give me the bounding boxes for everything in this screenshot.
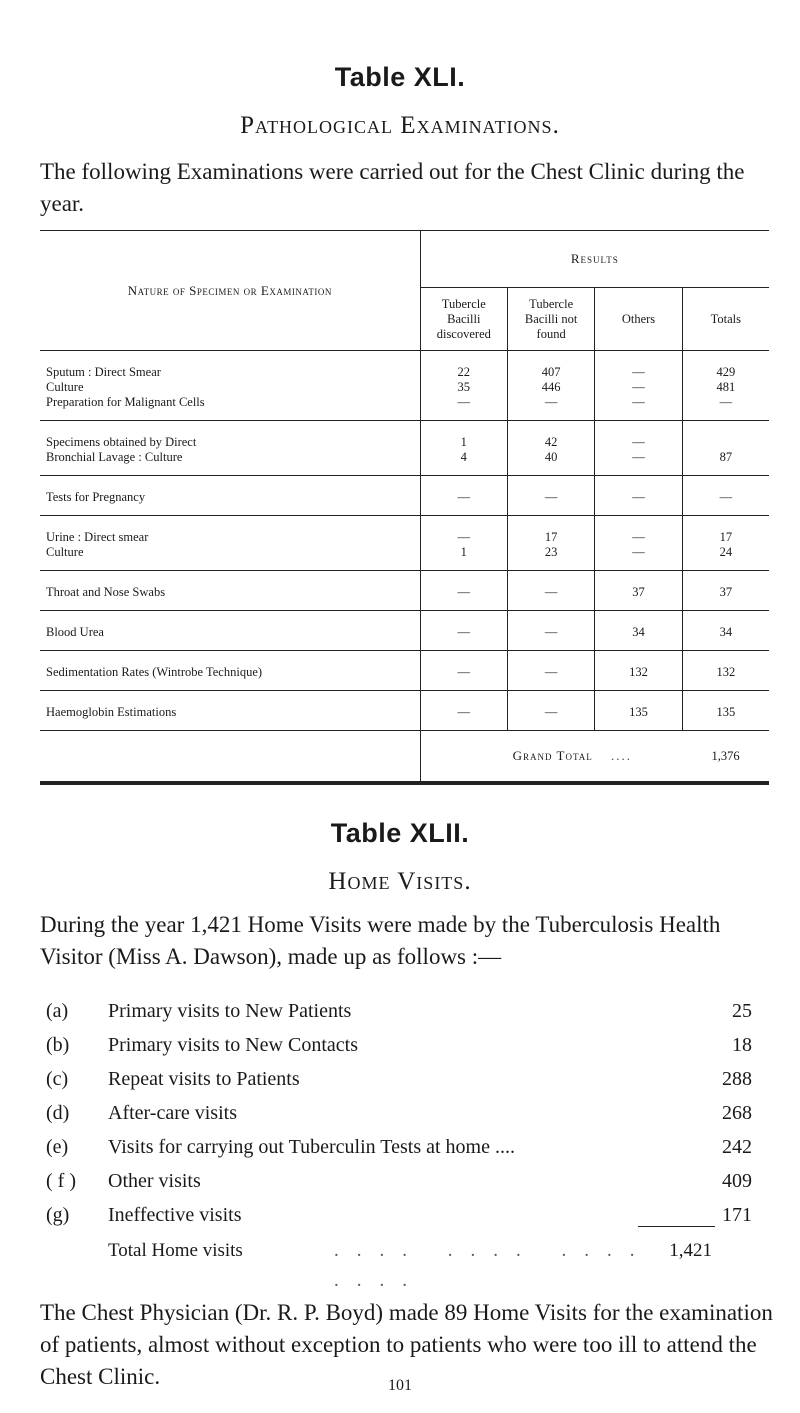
cell-value: — xyxy=(632,545,645,559)
cell-value: 4 xyxy=(460,450,467,464)
col-totals xyxy=(682,691,769,731)
visit-key: (b) xyxy=(46,1034,70,1056)
specimen-label: Sedimentation Rates (Wintrobe Technique) xyxy=(46,665,263,679)
col-tb-discovered xyxy=(420,611,507,651)
col-totals xyxy=(682,651,769,691)
cell-value: — xyxy=(544,665,558,679)
col-tb-not-found xyxy=(507,351,594,421)
cell-value: — xyxy=(719,395,733,409)
col-totals xyxy=(682,571,769,611)
cell-value: 446 xyxy=(541,380,561,394)
grand-total-spacer xyxy=(40,731,420,782)
closing-paragraph: The Chest Physician (Dr. R. P. Boyd) made 89 Home Visits for the examination of patients, almost without exception to patients who were too ill to attend the Chest Clinic. xyxy=(40,1300,773,1389)
col-tb-discovered xyxy=(420,421,507,476)
table-41-title: Table XLI. xyxy=(334,62,466,92)
cell-value: 481 xyxy=(716,380,736,394)
col-tb-discovered xyxy=(420,691,507,731)
cell-value: 22 xyxy=(457,365,471,379)
header-nature: Nature of Specimen or Examination xyxy=(40,231,420,351)
cell-value: — xyxy=(457,530,471,544)
visit-value: 268 xyxy=(722,1102,752,1124)
specimen-name xyxy=(40,691,420,731)
grand-total-value: 1,376 xyxy=(682,731,769,782)
col-totals xyxy=(682,351,769,421)
visit-key: ( f ) xyxy=(46,1170,76,1192)
col-others xyxy=(595,691,682,731)
cell-value: 87 xyxy=(719,450,733,464)
grand-total-label: Grand Total .... xyxy=(420,731,682,782)
visit-text: Ineffective visits xyxy=(108,1204,242,1226)
cell-value: — xyxy=(632,380,645,394)
cell-value: 40 xyxy=(544,450,558,464)
table-42-subtitle: Home Visits. xyxy=(328,868,472,895)
cell-value: 17 xyxy=(719,530,733,544)
cell-value: 24 xyxy=(719,545,733,559)
visit-text: Primary visits to New Contacts xyxy=(108,1034,358,1056)
cell-value: 34 xyxy=(632,625,645,639)
col-totals xyxy=(682,516,769,571)
cell-value: — xyxy=(719,490,733,504)
col-others xyxy=(595,351,682,421)
cell-value: — xyxy=(632,435,645,449)
pathological-examinations-table xyxy=(40,230,769,781)
visit-text: Primary visits to New Patients xyxy=(108,1000,352,1022)
col-others xyxy=(595,516,682,571)
specimen-name xyxy=(40,571,420,611)
header-results: Results xyxy=(420,231,769,288)
visit-key: (g) xyxy=(46,1204,70,1226)
col-others xyxy=(595,611,682,651)
cell-value: 42 xyxy=(544,435,558,449)
cell-value: — xyxy=(544,395,558,409)
cell-value: — xyxy=(632,395,645,409)
specimen-label: Bronchial Lavage : Culture xyxy=(46,450,183,464)
cell-value: 17 xyxy=(544,530,558,544)
visit-key: (d) xyxy=(46,1102,70,1124)
specimen-name xyxy=(40,351,420,421)
specimen-name xyxy=(40,476,420,516)
visit-item xyxy=(40,1164,760,1198)
specimen-label: Preparation for Malignant Cells xyxy=(46,395,205,409)
col-tb-not-found xyxy=(507,476,594,516)
col-tb-discovered xyxy=(420,571,507,611)
header-totals: Totals xyxy=(682,288,769,351)
visit-key: (c) xyxy=(46,1068,69,1090)
cell-value: 132 xyxy=(629,665,648,679)
visit-text: Repeat visits to Patients xyxy=(108,1068,300,1090)
specimen-label: Urine : Direct smear xyxy=(46,530,149,544)
visit-value: 171 xyxy=(722,1204,752,1226)
visit-item xyxy=(40,1028,760,1062)
table-42-intro: During the year 1,421 Home Visits were made by the Tuberculosis Health Visitor (Miss A. Dawson), made up as follows :— xyxy=(40,912,721,969)
visit-value: 288 xyxy=(722,1068,752,1090)
cell-value: 35 xyxy=(457,380,471,394)
specimen-label: Tests for Pregnancy xyxy=(46,490,146,504)
col-others xyxy=(595,421,682,476)
result-group xyxy=(40,516,769,571)
result-group xyxy=(40,651,769,691)
table-42-title: Table XLII. xyxy=(330,818,470,848)
result-group xyxy=(40,476,769,516)
result-group xyxy=(40,691,769,731)
visit-item xyxy=(40,994,760,1028)
visit-value: 242 xyxy=(722,1136,752,1158)
page-number: 101 xyxy=(388,1377,412,1394)
cell-value: — xyxy=(632,450,645,464)
specimen-name xyxy=(40,516,420,571)
cell-value: — xyxy=(457,665,471,679)
total-rule xyxy=(638,1226,715,1227)
header-tb-discovered: Tubercle Bacilli discovered xyxy=(420,288,507,351)
col-others xyxy=(595,651,682,691)
col-totals xyxy=(682,611,769,651)
result-group xyxy=(40,351,769,421)
cell-value: — xyxy=(544,625,558,639)
specimen-name xyxy=(40,421,420,476)
col-tb-discovered xyxy=(420,351,507,421)
header-others: Others xyxy=(595,288,682,351)
col-tb-not-found xyxy=(507,421,594,476)
col-totals xyxy=(682,476,769,516)
result-group xyxy=(40,571,769,611)
result-group xyxy=(40,611,769,651)
col-tb-discovered xyxy=(420,651,507,691)
specimen-label: Blood Urea xyxy=(46,625,104,639)
visit-key: (a) xyxy=(46,1000,69,1022)
cell-value: — xyxy=(544,705,558,719)
total-home-visits: Total Home visits .... .... .... .... 1,421 xyxy=(108,1236,720,1266)
specimen-label: Culture xyxy=(46,545,84,559)
col-tb-not-found xyxy=(507,691,594,731)
cell-value: 37 xyxy=(719,585,733,599)
cell-value: — xyxy=(544,490,558,504)
specimen-name xyxy=(40,611,420,651)
cell-value xyxy=(689,435,763,450)
cell-value: — xyxy=(632,530,645,544)
specimen-label: Specimens obtained by Direct xyxy=(46,435,197,449)
visit-text: Other visits xyxy=(108,1170,201,1192)
specimen-name xyxy=(40,651,420,691)
visit-item xyxy=(40,1130,760,1164)
visit-key: (e) xyxy=(46,1136,69,1158)
cell-value: — xyxy=(457,585,471,599)
col-tb-not-found xyxy=(507,651,594,691)
home-visits-list xyxy=(40,994,760,1232)
col-tb-not-found xyxy=(507,611,594,651)
cell-value: 407 xyxy=(541,365,561,379)
visit-text: Visits for carrying out Tuberculin Tests at home .... xyxy=(108,1136,515,1158)
cell-value: 1 xyxy=(460,435,467,449)
col-others xyxy=(595,476,682,516)
specimen-label: Culture xyxy=(46,380,84,394)
cell-value: — xyxy=(457,395,471,409)
cell-value: 37 xyxy=(632,585,645,599)
cell-value: 1 xyxy=(460,545,467,559)
col-tb-not-found xyxy=(507,571,594,611)
cell-value: — xyxy=(457,625,471,639)
total-label: Total Home visits xyxy=(108,1240,243,1261)
visit-value: 25 xyxy=(732,1000,752,1022)
visit-value: 409 xyxy=(722,1170,752,1192)
header-tb-not-found: Tubercle Bacilli not found xyxy=(507,288,594,351)
result-group xyxy=(40,421,769,476)
visit-item xyxy=(40,1096,760,1130)
table-41-intro: The following Examinations were carried out for the Chest Clinic during the year. xyxy=(40,159,745,216)
specimen-label: Sputum : Direct Smear xyxy=(46,365,161,379)
visit-value: 18 xyxy=(732,1034,752,1056)
cell-value: 135 xyxy=(629,705,648,719)
col-tb-not-found xyxy=(507,516,594,571)
table-41-subtitle: Pathological Examinations. xyxy=(240,112,560,139)
cell-value: — xyxy=(457,490,471,504)
visit-item xyxy=(40,1062,760,1096)
specimen-label: Haemoglobin Estimations xyxy=(46,705,177,719)
cell-value: — xyxy=(632,490,645,504)
specimen-label: Throat and Nose Swabs xyxy=(46,585,166,599)
visit-text: After-care visits xyxy=(108,1102,237,1124)
total-value: 1,421 xyxy=(669,1240,712,1261)
cell-value: 429 xyxy=(716,365,736,379)
col-tb-discovered xyxy=(420,476,507,516)
table-bottom-rule xyxy=(40,781,769,785)
cell-value: 135 xyxy=(716,705,736,719)
cell-value: 23 xyxy=(544,545,558,559)
cell-value: — xyxy=(632,365,645,379)
cell-value: — xyxy=(544,585,558,599)
cell-value: — xyxy=(457,705,471,719)
col-others xyxy=(595,571,682,611)
col-totals xyxy=(682,421,769,476)
cell-value: 132 xyxy=(716,665,736,679)
col-tb-discovered xyxy=(420,516,507,571)
cell-value: 34 xyxy=(719,625,733,639)
